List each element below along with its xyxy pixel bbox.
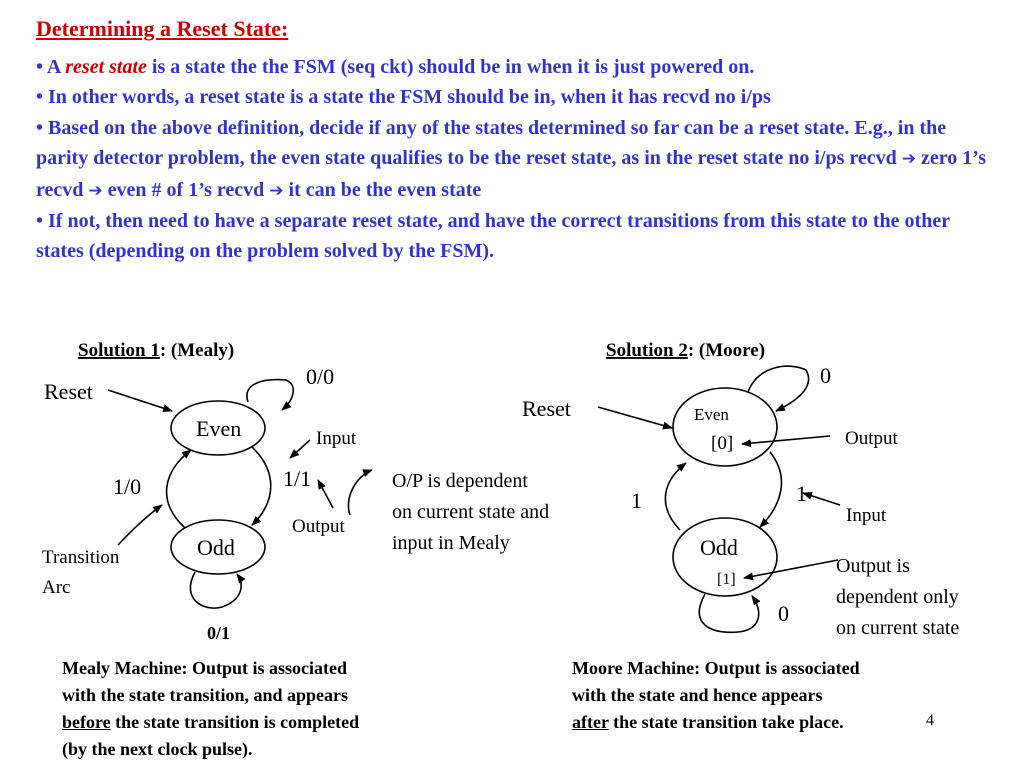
moore-caption (572, 655, 860, 736)
transition-arc-label-1: Transition (42, 547, 120, 568)
moore-caption-line-1: Moore Machine: Output is associated (572, 658, 860, 678)
mealy-self-odd-label: 0/1 (207, 623, 231, 643)
implies-arrow-icon: ➔ (269, 180, 284, 201)
mealy-even-self-loop (247, 380, 293, 410)
moore-note-line-1: Output is (836, 555, 910, 577)
mealy-note-line-3: input in Mealy (392, 532, 510, 554)
moore-note-line-2: dependent only (836, 586, 959, 608)
moore-even-output: [0] (711, 433, 734, 454)
moore-output-pointer (742, 436, 830, 444)
mealy-input-label: Input (316, 428, 357, 449)
bullet-1: • A reset state is a state the the FSM (seq ckt) should be in when it is just powered on. (36, 56, 755, 78)
moore-odd-label: Odd (700, 535, 738, 560)
moore-arc-odd-to-even (665, 463, 686, 530)
moore-even-state (673, 388, 777, 466)
before-term: before (62, 712, 111, 732)
bullet-1-pre: A (46, 56, 66, 78)
mealy-self-even-label: 0/0 (306, 364, 335, 389)
moore-output-label: Output (845, 428, 898, 449)
mealy-transition-arc-pointer (118, 505, 162, 545)
moore-note-pointer (744, 560, 838, 578)
bullet-2-text: In other words, a reset state is a state the FSM should be in, when it has recvd no i/ps (48, 86, 771, 109)
mealy-caption-line-4: (by the next clock pulse). (62, 739, 253, 759)
mealy-input-pointer (290, 440, 310, 458)
mealy-heading: Solution 1: (Mealy) (78, 340, 235, 361)
moore-even-label: Even (694, 405, 729, 424)
slide-title: Determining a Reset State: (36, 16, 289, 41)
after-term: after (572, 712, 609, 732)
mealy-caption-line-2: with the state transition, and appears (62, 685, 349, 705)
reset-state-term: reset state (65, 56, 147, 78)
moore-odd-self-loop (699, 594, 758, 632)
mealy-output-pointer (318, 480, 333, 508)
mealy-note-line-2: on current state and (392, 501, 550, 523)
mealy-odd-label: Odd (197, 535, 235, 560)
transition-arc-label-2: Arc (42, 577, 71, 598)
bullet-3-b: zero 1’s recvd (36, 147, 987, 201)
mealy-arc-even-to-odd (252, 447, 271, 525)
bullet-3-c: even # of 1’s recvd (102, 178, 270, 201)
mealy-right-arc-label: 1/1 (283, 466, 312, 491)
moore-reset-arrow (598, 407, 672, 428)
bullet-4: • If not, then need to have a separate reset state, and have the correct transitions from this state to the other states (depending on the problem solved by the FSM). (36, 210, 950, 263)
page-number: 4 (926, 712, 934, 729)
moore-caption-line-3-rest: the state transition take place. (608, 712, 844, 732)
mealy-odd-self-loop (190, 572, 241, 608)
mealy-note-pointer (348, 470, 372, 515)
moore-input-label: Input (846, 505, 887, 526)
moore-arc-even-to-odd (760, 452, 781, 527)
mealy-caption-line-3-rest: the state transition is completed (110, 712, 360, 732)
bullet-3-a: Based on the above definition, decide if any of the states determined so far can be a reset state. E.g., in the parity detector problem, the even state qualifies to be the reset state, as in the reset state no i/ps recvd (36, 116, 947, 170)
bullet-3-d: it can be the even state (283, 178, 482, 201)
mealy-caption-line-1: Mealy Machine: Output is associated (62, 658, 347, 678)
mealy-output-label: Output (292, 516, 345, 537)
implies-arrow-icon: ➔ (88, 180, 103, 201)
mealy-caption (62, 655, 359, 763)
moore-even-self-loop (748, 366, 809, 411)
mealy-even-label: Even (196, 416, 242, 441)
moore-note-line-3: on current state (836, 617, 960, 639)
mealy-reset-arrow (108, 390, 172, 411)
moore-self-even-label: 0 (820, 363, 831, 388)
moore-input-pointer (803, 493, 840, 505)
mealy-arc-odd-to-even (167, 450, 191, 528)
moore-reset-label: Reset (522, 396, 571, 421)
mealy-caption-line-3 (62, 709, 359, 736)
moore-self-odd-label: 0 (778, 601, 789, 626)
mealy-left-arc-label: 1/0 (113, 474, 142, 499)
mealy-reset-label: Reset (44, 379, 93, 404)
bullet-1-post: is a state the the FSM (seq ckt) should be in when it is just powered on. (146, 56, 755, 78)
moore-left-arc-label: 1 (631, 488, 642, 513)
moore-right-arc-label: 1 (796, 481, 807, 506)
implies-arrow-icon: ➔ (901, 149, 917, 170)
mealy-note-line-1: O/P is dependent (392, 470, 528, 492)
bullet-2: • In other words, a reset state is a state the FSM should be in, when it has recvd no i/ps (36, 86, 771, 109)
bullet-3: • Based on the above definition, decide if any of the states determined so far can be a reset state. E.g., in the parity detector problem, the even state qualifies to be the reset state, as in the reset state no i/ps recvd ➔ zero 1’s recvd ➔ even # of 1’s recvd ➔ it can be the even state (36, 116, 987, 201)
bullet-4-text: If not, then need to have a separate reset state, and have the correct transitions from this state to the other states (depending on the problem solved by the FSM). (36, 210, 950, 263)
moore-caption-line-2: with the state and hence appears (572, 685, 823, 705)
moore-odd-output: [1] (717, 571, 736, 588)
moore-caption-line-3 (572, 709, 860, 736)
moore-heading: Solution 2: (Moore) (606, 340, 766, 361)
